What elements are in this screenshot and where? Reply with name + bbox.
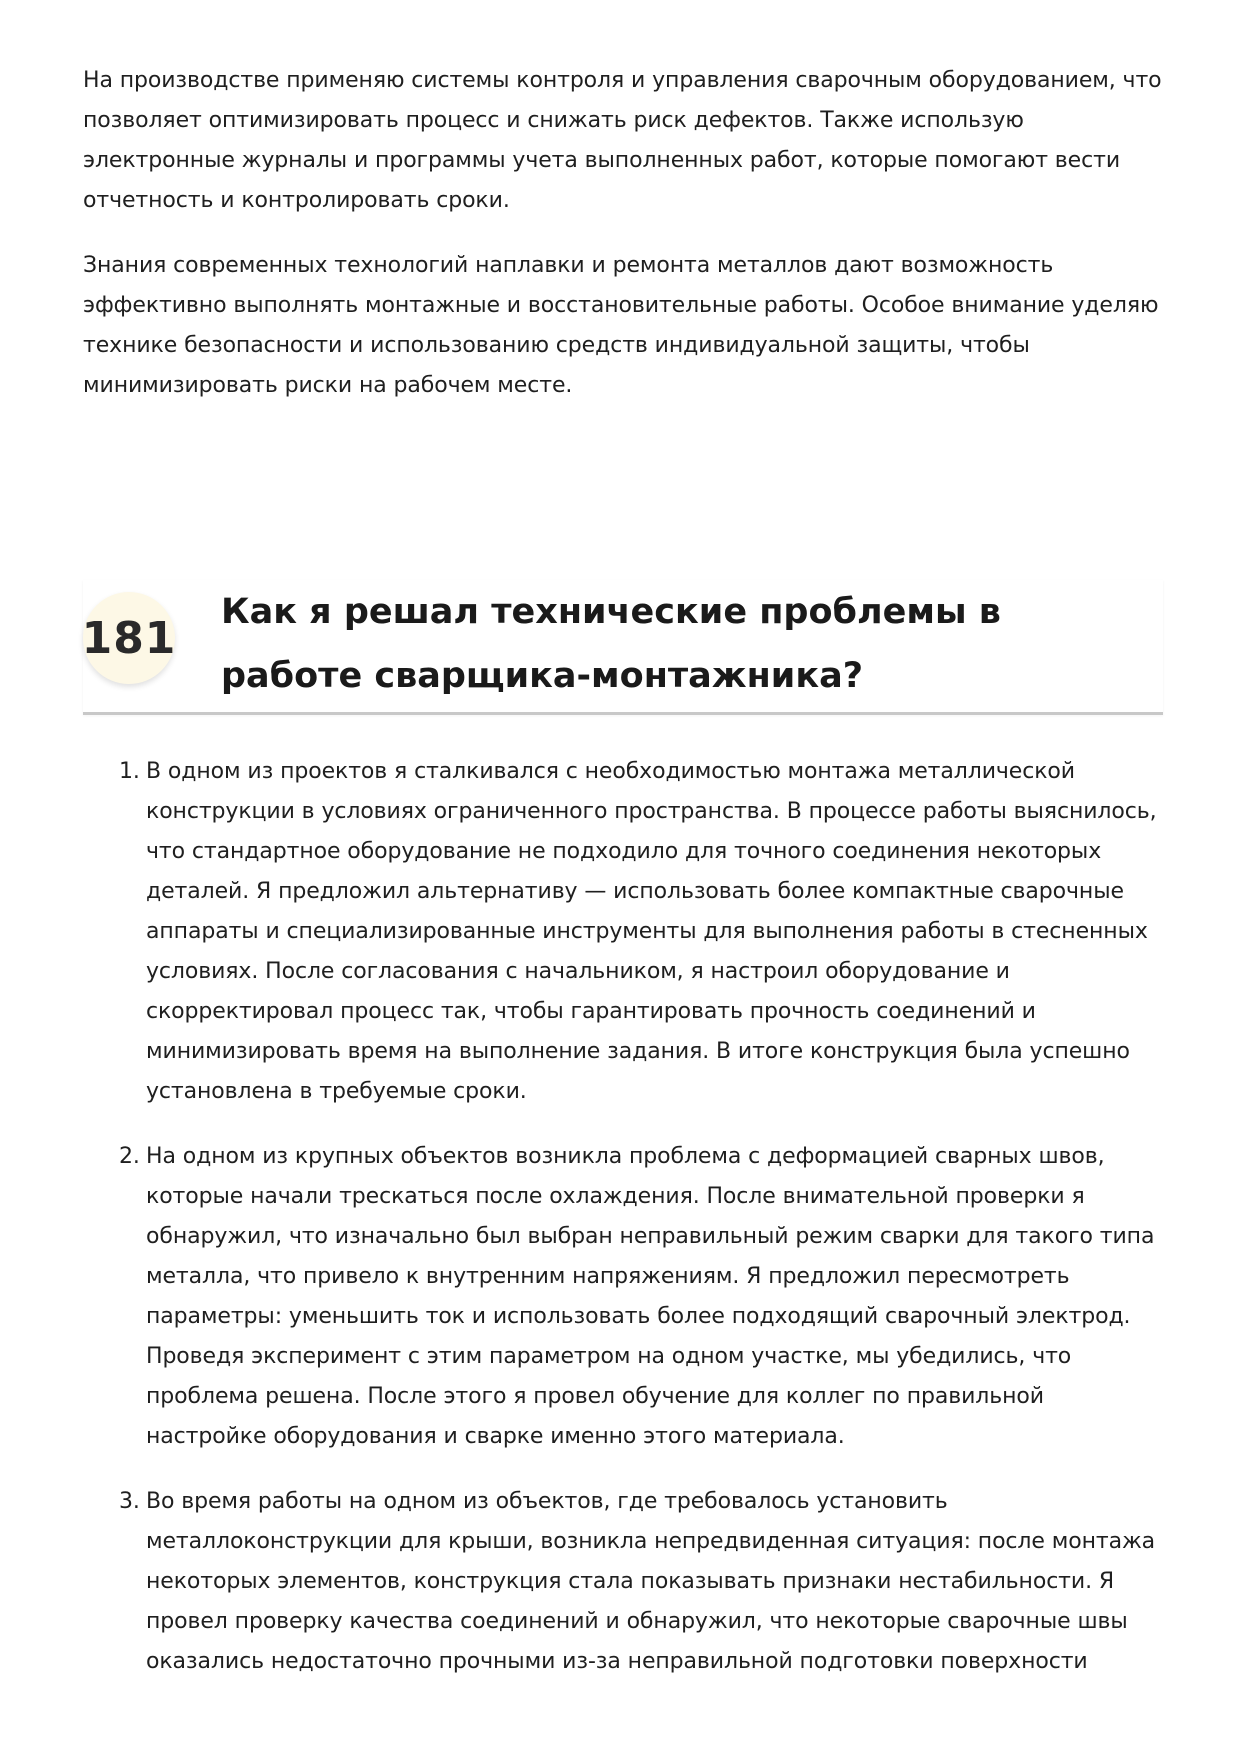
list-item-text: На одном из крупных объектов возникла проблема с деформацией сварных швов, которые начали трескаться после охлаждения. После внимательной проверки я обнаружил, что изначально был выбран неправильный режим сварки для такого типа металла, что привело к внутренним напряжениям. Я предложил пересмотреть параметры: уменьшить ток и использовать более подходящий сварочный электрод. Проведя эксперимент с этим параметром на одном участке, мы убедились, что проблема решена. После этого я провел обучение для коллег по правильной настройке оборудования и сварке именно этого материала. xyxy=(146,1144,1155,1449)
list-item xyxy=(83,1482,1163,1682)
question-header xyxy=(83,580,1163,715)
list-item-text: Во время работы на одном из объектов, где требовалось установить металлоконструкции для крыши, возникла непредвиденная ситуация: после монтажа некоторых элементов, конструкция стала показывать признаки нестабильности. Я провел проверку качества соединений и обнаружил, что некоторые сварочные швы оказались недостаточно прочными из-за неправильной подготовки поверхности xyxy=(146,1489,1156,1674)
list-item-number: 1. xyxy=(119,759,140,784)
intro-paragraph: Знания современных технологий наплавки и ремонта металлов дают возможность эффективно выполнять монтажные и восстановительные работы. Особое внимание уделяю технике безопасности и использованию средств индивидуальной защиты, чтобы минимизировать риски на рабочем месте. xyxy=(83,253,1159,398)
list-item-text: В одном из проектов я сталкивался с необходимостью монтажа металлической конструкции в условиях ограниченного пространства. В процессе работы выяснилось, что стандартное оборудование не подходило для точного соединения некоторых деталей. Я предложил альтернативу — использовать более компактные сварочные аппараты и специализированные инструменты для выполнения работы в стесненных условиях. После согласования с начальником, я настроил оборудование и скорректировал процесс так, чтобы гарантировать прочность соединений и минимизировать время на выполнение задания. В итоге конструкция была успешно установлена в требуемые сроки. xyxy=(146,759,1157,1104)
list-item-number: 3. xyxy=(119,1489,140,1514)
list-item-number: 2. xyxy=(119,1144,140,1169)
intro-paragraph: На производстве применяю системы контроля и управления сварочным оборудованием, что позволяет оптимизировать процесс и снижать риск дефектов. Также использую электронные журналы и программы учета выполненных работ, которые помогают вести отчетность и контролировать сроки. xyxy=(83,68,1162,213)
list-item xyxy=(83,752,1163,1112)
list-item xyxy=(83,1137,1163,1457)
answer-list xyxy=(83,752,1163,1707)
question-number-badge: 181 xyxy=(83,592,175,684)
question-title: Как я решал технические проблемы в работе сварщика-монтажника? xyxy=(221,592,1001,696)
